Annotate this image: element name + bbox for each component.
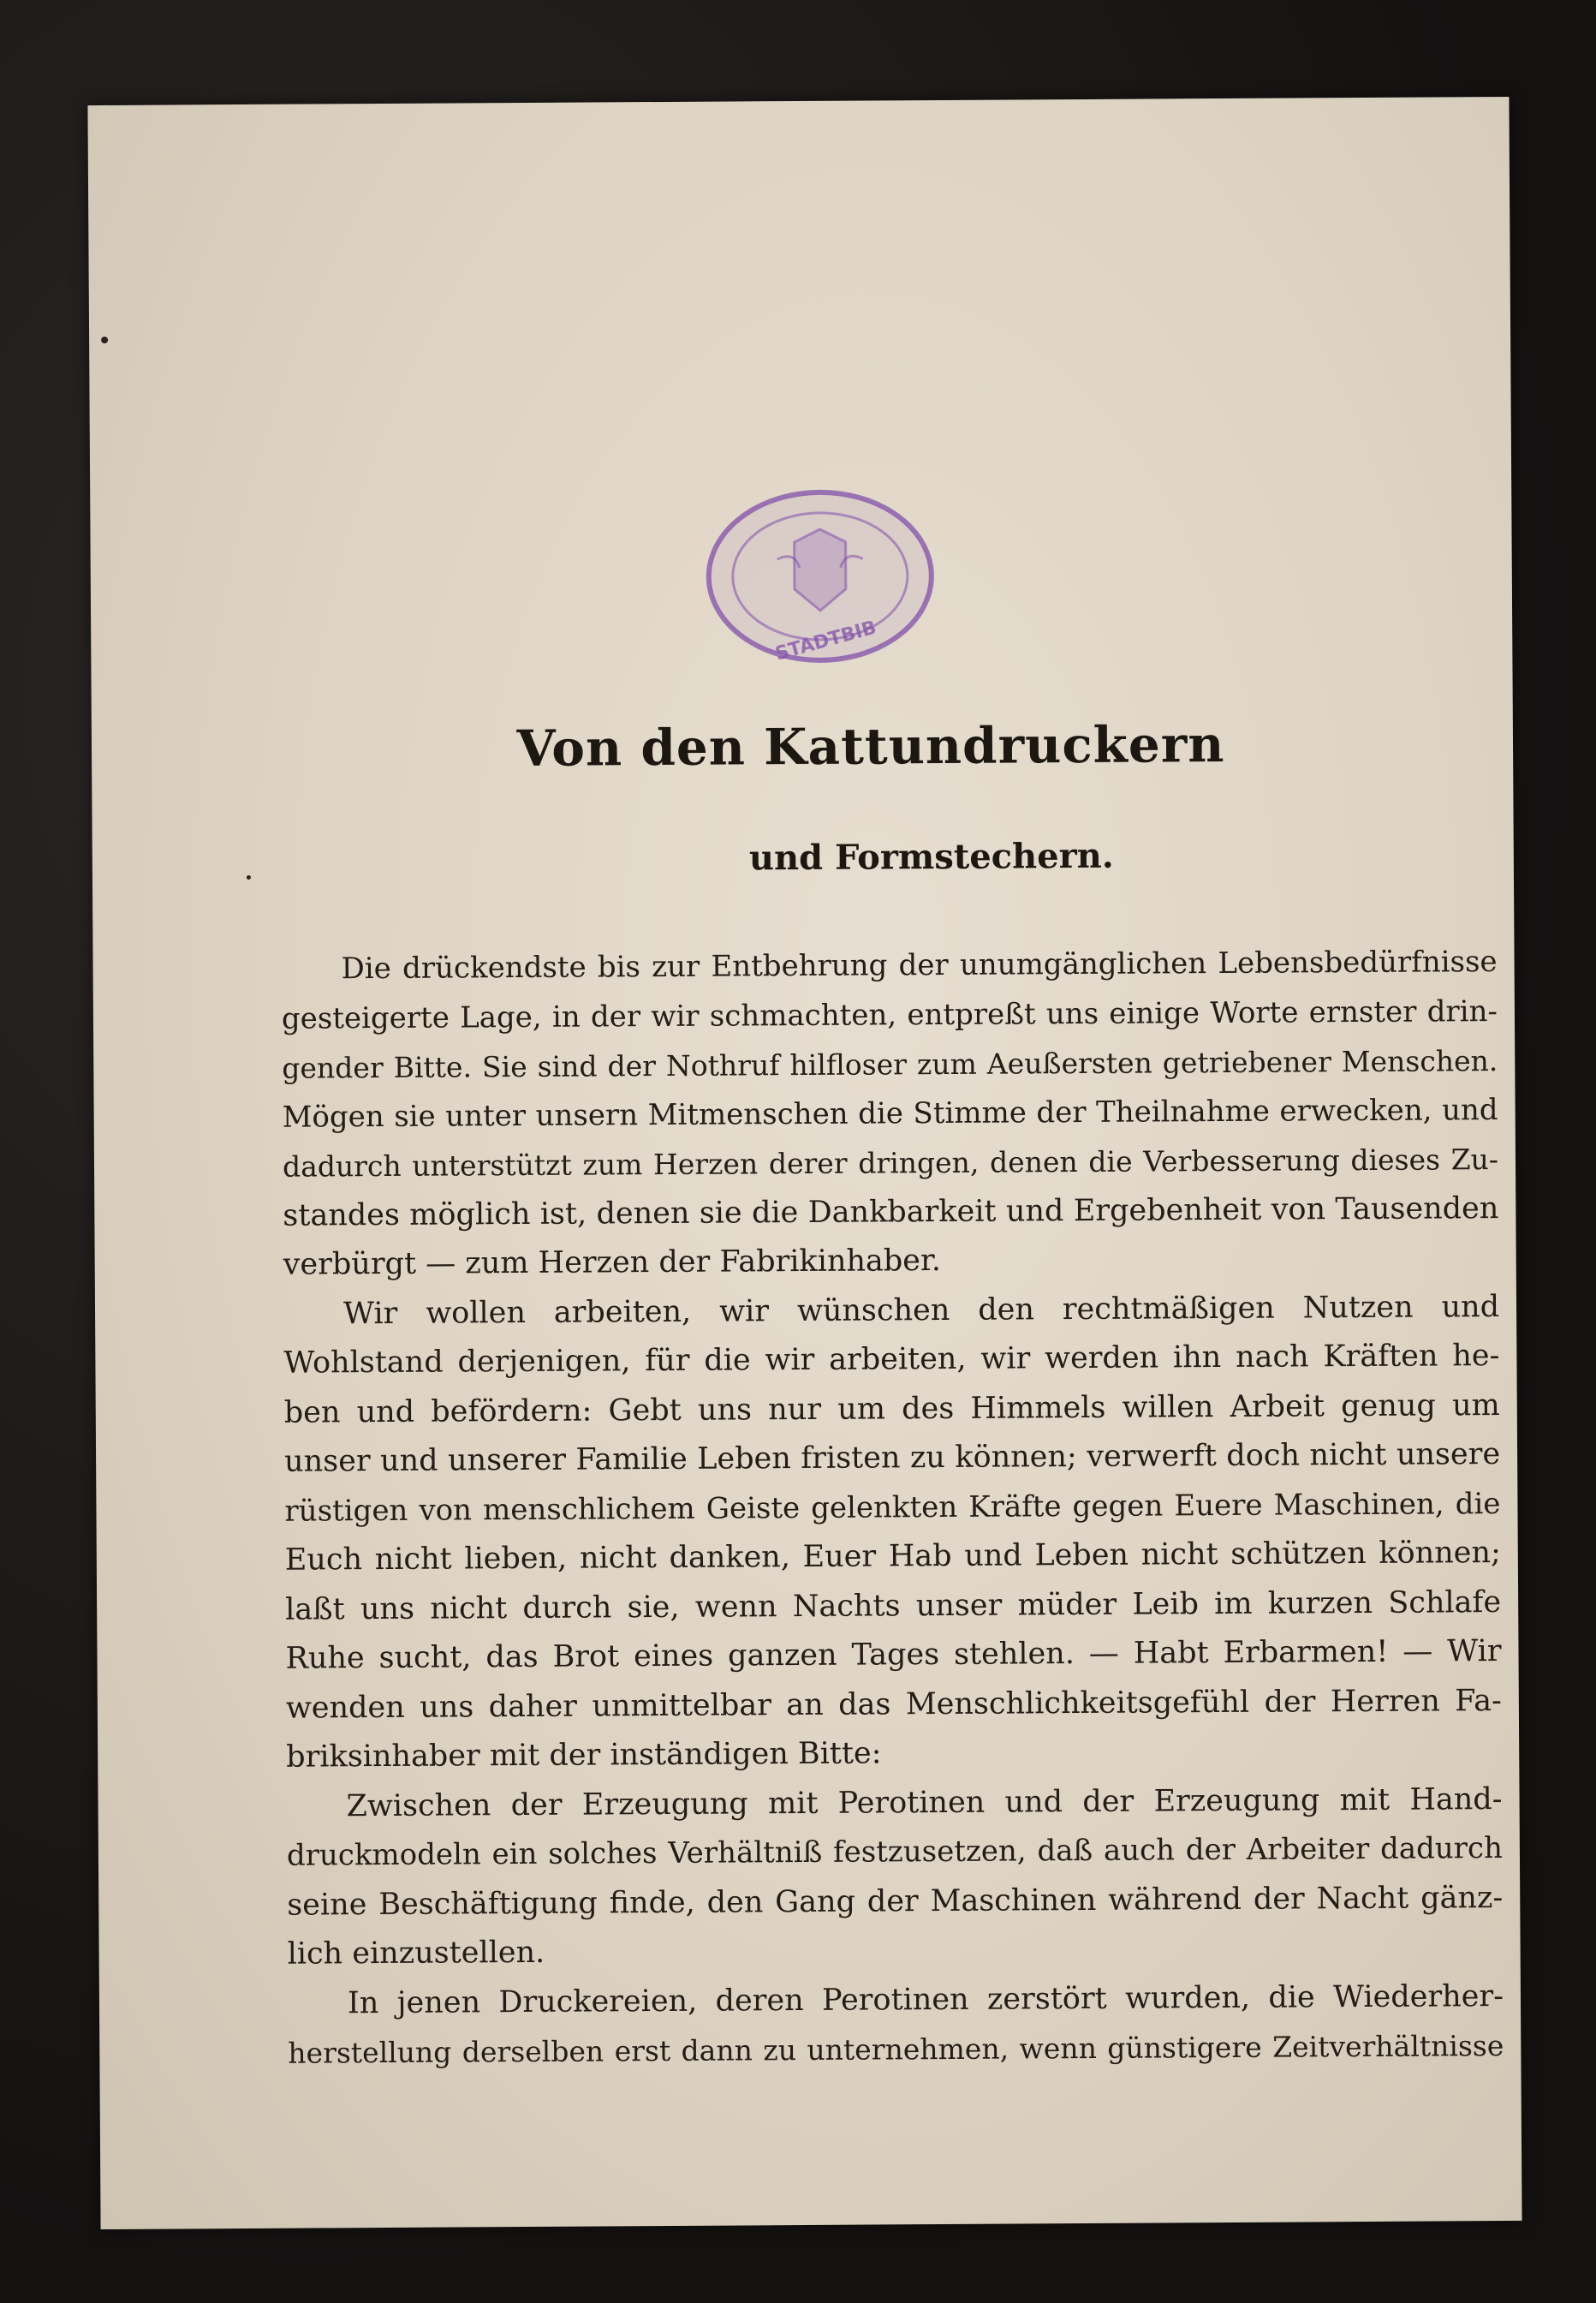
text-line: gender Bitte. Sie sind der Nothruf hilfloser zum Aeußersten getriebener Menschen. — [282, 1044, 1498, 1085]
text-line: wenden uns daher unmittelbar an das Menschlichkeitsgefühl der Herren Fa- — [285, 1683, 1502, 1726]
text-line: Zwischen der Erzeugung mit Perotinen und der Erzeugung mit Hand- — [346, 1781, 1503, 1823]
document-title: Von den Kattundruckern — [516, 714, 1225, 779]
text-line: lich einzustellen. — [287, 1935, 545, 1972]
text-line: herstellung derselben erst dann zu unternehmen, wenn günstigere Zeitverhältnisse — [288, 2029, 1504, 2070]
document-page — [87, 97, 1522, 2229]
text-line: In jenen Druckereien, deren Perotinen zerstört wurden, die Wiederher- — [347, 1978, 1504, 2020]
text-line: unser und unserer Familie Leben fristen zu können; verwerft doch nicht unsere — [283, 1437, 1501, 1479]
text-line: Ruhe sucht, das Brot eines ganzen Tages stehlen. — Habt Erbarmen! — Wir — [285, 1634, 1502, 1676]
text-line: briksinhaber mit der inständigen Bitte: — [286, 1736, 882, 1775]
text-line: druckmodeln ein solches Verhältniß festzusetzen, daß auch der Arbeiter dadurch — [286, 1831, 1504, 1873]
text-line: laßt uns nicht durch sie, wenn Nachts unser müder Leib im kurzen Schlafe — [285, 1584, 1502, 1627]
text-line: Euch nicht lieben, nicht danken, Euer Hab und Leben nicht schützen können; — [284, 1536, 1501, 1578]
text-line: ben und befördern: Gebt uns nur um des Himmels willen Arbeit genug um — [283, 1387, 1500, 1430]
text-line: standes möglich ist, denen sie die Dankbarkeit und Ergebenheit von Tausenden — [283, 1190, 1499, 1233]
text-line: verbürgt — zum Herzen der Fabrikinhaber. — [283, 1244, 942, 1282]
text-line: Mögen sie unter unsern Mitmenschen die Stimme der Theilnahme erwecken, und — [282, 1092, 1498, 1135]
stamp-text: STADTBIB — [772, 617, 879, 665]
text-line: Die drückendste bis zur Entbehrung der unumgänglichen Lebensbedürfnisse — [341, 945, 1498, 987]
text-line: seine Beschäftigung finde, den Gang der Maschinen während der Nacht gänz- — [287, 1880, 1504, 1923]
text-line: Wir wollen arbeiten, wir wünschen den rechtmäßigen Nutzen und — [342, 1289, 1500, 1331]
text-line: rüstigen von menschlichem Geiste gelenkten Kräfte gegen Euere Maschinen, die — [284, 1486, 1501, 1529]
text-line: dadurch unterstützt zum Herzen derer dringen, denen die Verbesserung dieses Zu- — [282, 1143, 1499, 1184]
document-subtitle: und Formstechern. — [748, 835, 1114, 879]
library-stamp — [698, 481, 943, 671]
ink-speck — [247, 875, 251, 880]
ink-speck — [101, 337, 108, 343]
body-text — [281, 938, 1504, 2078]
text-line: gesteigerte Lage, in der wir schmachten, entpreßt uns einige Worte ernster drin- — [281, 993, 1498, 1036]
text-line: Wohlstand derjenigen, für die wir arbeiten, wir werden ihn nach Kräften he- — [283, 1339, 1500, 1381]
